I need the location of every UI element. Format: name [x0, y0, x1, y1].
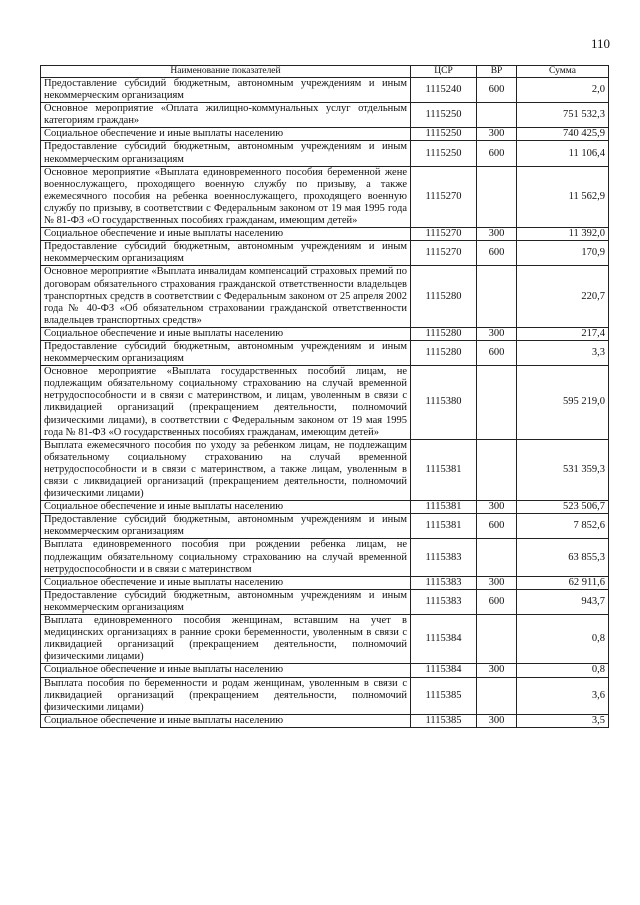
row-sum-cell: 0,8	[517, 664, 609, 677]
row-vr-cell	[477, 166, 517, 227]
row-csr-cell: 1115280	[411, 266, 477, 327]
row-name-cell: Основное мероприятие «Оплата жилищно-коммунальных услуг отдельным категориям граждан»	[41, 103, 411, 128]
row-vr-cell: 600	[477, 589, 517, 614]
row-name-cell: Социальное обеспечение и иные выплаты населению	[41, 128, 411, 141]
row-csr-cell: 1115380	[411, 366, 477, 440]
row-name-cell: Предоставление субсидий бюджетным, автономным учреждениям и иным некоммерческим организациям	[41, 141, 411, 166]
table-row	[41, 615, 609, 664]
row-name-cell: Социальное обеспечение и иные выплаты населению	[41, 576, 411, 589]
row-csr-cell: 1115383	[411, 576, 477, 589]
row-csr-cell: 1115383	[411, 539, 477, 576]
row-csr-cell: 1115384	[411, 615, 477, 664]
row-csr-cell: 1115240	[411, 78, 477, 103]
row-sum-cell: 0,8	[517, 615, 609, 664]
row-vr-cell: 300	[477, 664, 517, 677]
row-csr-cell: 1115280	[411, 327, 477, 340]
row-name-cell: Основное мероприятие «Выплата единовременного пособия беременной жене военнослужащего, проходящего военную службу по призыву, а также ежемесячного пособия на ребенка военнослужащего, проходящего военную службу по призыву, в соответствии с Федеральным законом от 19 мая 1995 года № 81-ФЗ «О государственных пособиях гражданам, имеющим детей»	[41, 166, 411, 227]
table-row	[41, 166, 609, 227]
table-header-row	[41, 66, 609, 78]
row-sum-cell: 751 532,3	[517, 103, 609, 128]
table-body	[41, 78, 609, 728]
row-vr-cell: 300	[477, 501, 517, 514]
row-csr-cell: 1115385	[411, 677, 477, 714]
table-row	[41, 439, 609, 500]
row-sum-cell: 523 506,7	[517, 501, 609, 514]
table-row	[41, 589, 609, 614]
table-row	[41, 576, 609, 589]
row-name-cell: Предоставление субсидий бюджетным, автономным учреждениям и иным некоммерческим организациям	[41, 241, 411, 266]
table-row	[41, 141, 609, 166]
row-vr-cell: 600	[477, 514, 517, 539]
row-name-cell: Социальное обеспечение и иные выплаты населению	[41, 664, 411, 677]
table-row	[41, 366, 609, 440]
table-row	[41, 128, 609, 141]
row-vr-cell: 600	[477, 241, 517, 266]
row-sum-cell: 220,7	[517, 266, 609, 327]
row-vr-cell	[477, 266, 517, 327]
table-row	[41, 539, 609, 576]
row-sum-cell: 11 106,4	[517, 141, 609, 166]
row-csr-cell: 1115381	[411, 439, 477, 500]
row-name-cell: Предоставление субсидий бюджетным, автономным учреждениям и иным некоммерческим организациям	[41, 589, 411, 614]
row-sum-cell: 170,9	[517, 241, 609, 266]
row-sum-cell: 595 219,0	[517, 366, 609, 440]
row-name-cell: Предоставление субсидий бюджетным, автономным учреждениям и иным некоммерческим организациям	[41, 78, 411, 103]
row-vr-cell	[477, 677, 517, 714]
row-csr-cell: 1115250	[411, 103, 477, 128]
table-row	[41, 501, 609, 514]
header-csr: ЦСР	[411, 66, 477, 78]
row-csr-cell: 1115383	[411, 589, 477, 614]
table-row	[41, 514, 609, 539]
row-vr-cell: 600	[477, 78, 517, 103]
row-sum-cell: 11 562,9	[517, 166, 609, 227]
row-sum-cell: 740 425,9	[517, 128, 609, 141]
row-csr-cell: 1115381	[411, 501, 477, 514]
row-csr-cell: 1115270	[411, 166, 477, 227]
row-name-cell: Предоставление субсидий бюджетным, автономным учреждениям и иным некоммерческим организациям	[41, 340, 411, 365]
row-csr-cell: 1115270	[411, 228, 477, 241]
row-csr-cell: 1115385	[411, 714, 477, 727]
header-name: Наименование показателей	[41, 66, 411, 78]
row-sum-cell: 11 392,0	[517, 228, 609, 241]
table-row	[41, 228, 609, 241]
row-name-cell: Социальное обеспечение и иные выплаты населению	[41, 228, 411, 241]
table-row	[41, 664, 609, 677]
row-name-cell: Предоставление субсидий бюджетным, автономным учреждениям и иным некоммерческим организациям	[41, 514, 411, 539]
row-vr-cell	[477, 103, 517, 128]
row-csr-cell: 1115381	[411, 514, 477, 539]
row-name-cell: Социальное обеспечение и иные выплаты населению	[41, 714, 411, 727]
row-vr-cell	[477, 615, 517, 664]
table-row	[41, 327, 609, 340]
row-vr-cell: 600	[477, 340, 517, 365]
row-vr-cell	[477, 366, 517, 440]
row-name-cell: Социальное обеспечение и иные выплаты населению	[41, 327, 411, 340]
row-sum-cell: 63 855,3	[517, 539, 609, 576]
row-name-cell: Выплата единовременного пособия женщинам, вставшим на учет в медицинских организациях в ранние сроки беременности, уволенным в связи с ликвидацией организаций (прекращением деятельности, полномочий физическими лицами)	[41, 615, 411, 664]
header-sum: Сумма	[517, 66, 609, 78]
row-sum-cell: 3,5	[517, 714, 609, 727]
row-csr-cell: 1115250	[411, 128, 477, 141]
row-sum-cell: 7 852,6	[517, 514, 609, 539]
row-name-cell: Основное мероприятие «Выплата государственных пособий лицам, не подлежащим обязательному социальному страхованию на случай временной нетрудоспособности и в связи с материнством, и лицам, уволенным в связи с ликвидацией организаций (прекращением деятельности, полномочий физическими лицами), в соответствии с Федеральным законом от 19 мая 1995 года № 81-ФЗ «О государственных пособиях гражданам, имеющим детей»	[41, 366, 411, 440]
row-csr-cell: 1115280	[411, 340, 477, 365]
row-vr-cell: 300	[477, 327, 517, 340]
row-name-cell: Выплата ежемесячного пособия по уходу за ребенком лицам, не подлежащим обязательному социальному страхованию на случай временной нетрудоспособности и в связи с материнством, а также лицам, уволенным в связи с ликвидацией организаций (прекращением деятельности, полномочий физическими лицами)	[41, 439, 411, 500]
header-vr: ВР	[477, 66, 517, 78]
row-sum-cell: 943,7	[517, 589, 609, 614]
row-vr-cell: 600	[477, 141, 517, 166]
table-row	[41, 241, 609, 266]
table-row	[41, 266, 609, 327]
row-name-cell: Выплата пособия по беременности и родам женщинам, уволенным в связи с ликвидацией организаций (прекращением деятельности, полномочий физическими лицами)	[41, 677, 411, 714]
table-row	[41, 714, 609, 727]
row-sum-cell: 3,6	[517, 677, 609, 714]
row-name-cell: Основное мероприятие «Выплата инвалидам компенсаций страховых премий по договорам обязательного страхования гражданской ответственности владельцев транспортных средств в соответствии с Федеральным законом от 25 апреля 2002 года № 40-ФЗ «Об обязательном страховании гражданской ответственности владельцев транспортных средств»	[41, 266, 411, 327]
row-vr-cell	[477, 439, 517, 500]
row-vr-cell: 300	[477, 576, 517, 589]
row-csr-cell: 1115384	[411, 664, 477, 677]
row-vr-cell: 300	[477, 128, 517, 141]
row-vr-cell	[477, 539, 517, 576]
table-row	[41, 340, 609, 365]
table-row	[41, 78, 609, 103]
row-sum-cell: 2,0	[517, 78, 609, 103]
row-vr-cell: 300	[477, 228, 517, 241]
row-sum-cell: 3,3	[517, 340, 609, 365]
row-name-cell: Выплата единовременного пособия при рождении ребенка лицам, не подлежащим обязательному социальному страхованию на случай временной нетрудоспособности и в связи с материнством	[41, 539, 411, 576]
row-csr-cell: 1115250	[411, 141, 477, 166]
row-csr-cell: 1115270	[411, 241, 477, 266]
table-row	[41, 677, 609, 714]
row-sum-cell: 531 359,3	[517, 439, 609, 500]
row-vr-cell: 300	[477, 714, 517, 727]
table-row	[41, 103, 609, 128]
row-name-cell: Социальное обеспечение и иные выплаты населению	[41, 501, 411, 514]
row-sum-cell: 217,4	[517, 327, 609, 340]
page-number: 110	[590, 36, 610, 51]
row-sum-cell: 62 911,6	[517, 576, 609, 589]
budget-table	[40, 65, 609, 728]
